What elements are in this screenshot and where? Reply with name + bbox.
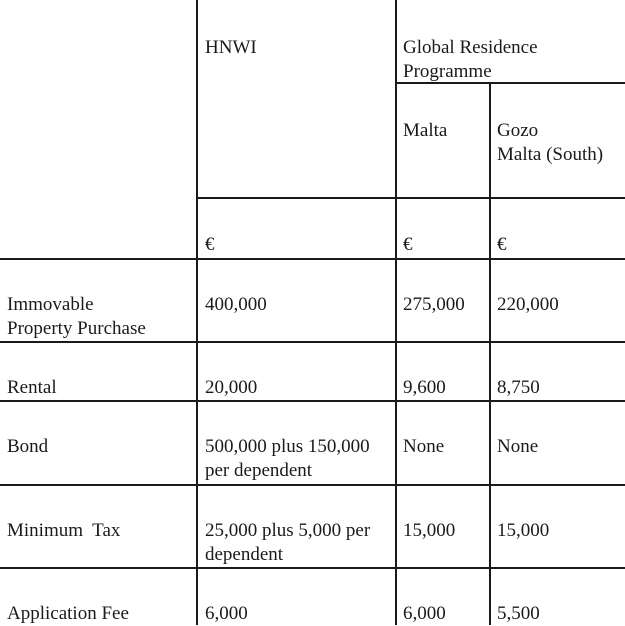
cell-hnwi-line2: dependent	[205, 544, 284, 565]
grid-line	[197, 197, 625, 199]
cell-malta: 6,000	[403, 603, 446, 624]
currency-gozo: €	[497, 234, 507, 255]
currency-malta: €	[403, 234, 413, 255]
cell-gozo: None	[497, 436, 539, 457]
cell-gozo: 15,000	[497, 520, 550, 541]
cell-hnwi: 25,000 plus 5,000 per	[205, 520, 371, 541]
row-label: Minimum Tax	[7, 520, 121, 541]
header-malta: Malta	[403, 120, 448, 141]
header-gozo: Gozo	[497, 120, 539, 141]
cell-hnwi: 500,000 plus 150,000	[205, 436, 370, 457]
row-label: Immovable	[7, 294, 94, 315]
grid-line	[0, 567, 625, 569]
cell-gozo: 8,750	[497, 377, 540, 398]
row-label-line2: Property Purchase	[7, 318, 146, 339]
cell-hnwi: 6,000	[205, 603, 248, 624]
grid-line	[0, 258, 625, 260]
cell-malta: 15,000	[403, 520, 456, 541]
header-gozo-line2: Malta (South)	[497, 144, 604, 165]
header-hnwi: HNWI	[205, 37, 257, 58]
cell-malta: 9,600	[403, 377, 446, 398]
cell-gozo: 220,000	[497, 294, 559, 315]
cell-hnwi-line2: per dependent	[205, 460, 313, 481]
header-global-residence-line2: Programme	[403, 61, 492, 82]
row-label: Bond	[7, 436, 49, 457]
cell-hnwi: 20,000	[205, 377, 258, 398]
grid-line	[395, 0, 397, 625]
grid-line	[0, 341, 625, 343]
currency-hnwi: €	[205, 234, 215, 255]
cell-hnwi: 400,000	[205, 294, 267, 315]
header-global-residence: Global Residence	[403, 37, 538, 58]
cell-malta: 275,000	[403, 294, 465, 315]
grid-line	[489, 82, 491, 625]
grid-line	[0, 484, 625, 486]
grid-line	[0, 400, 625, 402]
cell-malta: None	[403, 436, 445, 457]
row-label: Application Fee	[7, 603, 129, 624]
grid-line	[196, 0, 198, 625]
row-label: Rental	[7, 377, 57, 398]
cell-gozo: 5,500	[497, 603, 540, 624]
